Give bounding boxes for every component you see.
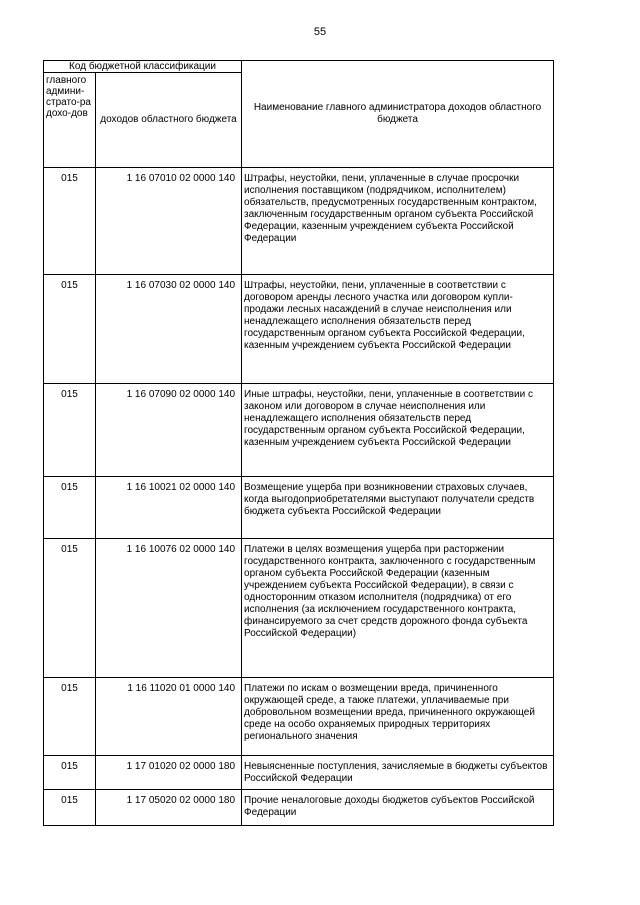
income-name-cell: Возмещение ущерба при возникновении страховых случаев, когда выгодоприобретателями выступают получатели средств бюджета субъекта Российской Федерации [242, 477, 554, 539]
budget-classification-table [43, 60, 554, 826]
budget-code-cell: 1 16 07090 02 0000 140 [96, 384, 242, 477]
header-row-group [44, 61, 554, 73]
budget-code-cell: 1 17 05020 02 0000 180 [96, 790, 242, 826]
budget-code-cell: 1 16 10076 02 0000 140 [96, 539, 242, 678]
header-administrator-name: Наименование главного администратора доходов областного бюджета [242, 61, 554, 168]
table-row [44, 678, 554, 756]
header-regional-budget-income: доходов областного бюджета [96, 73, 242, 168]
admin-code-cell: 015 [44, 275, 96, 384]
budget-code-cell: 1 17 01020 02 0000 180 [96, 756, 242, 790]
admin-code-cell: 015 [44, 384, 96, 477]
table-row [44, 790, 554, 826]
income-name-cell: Штрафы, неустойки, пени, уплаченные в соответствии с договором аренды лесного участка или договором купли-продажи лесных насаждений в случае неисполнения или ненадлежащего исполнения обязательств перед государственным органом субъекта Российской Федерации, казенным учреждением субъекта Российской Федерации [242, 275, 554, 384]
admin-code-cell: 015 [44, 790, 96, 826]
header-chief-administrator: главного админи-страто-ра дохо-дов [44, 73, 96, 168]
table-row [44, 168, 554, 275]
budget-code-cell: 1 16 07010 02 0000 140 [96, 168, 242, 275]
income-name-cell: Прочие неналоговые доходы бюджетов субъектов Российской Федерации [242, 790, 554, 826]
income-name-cell: Иные штрафы, неустойки, пени, уплаченные в соответствии с законом или договором в случае неисполнения или ненадлежащего исполнения обязательств перед государственным органом субъекта Российской Федерации, казенным учреждением субъекта Российской Федерации [242, 384, 554, 477]
admin-code-cell: 015 [44, 539, 96, 678]
table-row [44, 756, 554, 790]
page-number: 55 [313, 26, 327, 38]
table-row [44, 384, 554, 477]
admin-code-cell: 015 [44, 756, 96, 790]
income-name-cell: Невыясненные поступления, зачисляемые в бюджеты субъектов Российской Федерации [242, 756, 554, 790]
budget-code-cell: 1 16 10021 02 0000 140 [96, 477, 242, 539]
header-budget-code-group: Код бюджетной классификации [44, 61, 242, 73]
income-name-cell: Платежи в целях возмещения ущерба при расторжении государственного контракта, заключенного с государственным органом субъекта Российской Федерации (казенным учреждением субъекта Российской Федерации), в связи с односторонним отказом исполнителя (подрядчика) от его исполнения (за исключением государственного контракта, финансируемого за счет средств дорожного фонда субъекта Российской Федерации) [242, 539, 554, 678]
table-row [44, 275, 554, 384]
income-name-cell: Штрафы, неустойки, пени, уплаченные в случае просрочки исполнения поставщиком (подрядчиком, исполнителем) обязательств, предусмотренных государственным контрактом, заключенным государственным органом субъекта Российской Федерации, казенным учреждением субъекта Российской Федерации [242, 168, 554, 275]
admin-code-cell: 015 [44, 168, 96, 275]
budget-code-cell: 1 16 11020 01 0000 140 [96, 678, 242, 756]
admin-code-cell: 015 [44, 678, 96, 756]
table-row [44, 539, 554, 678]
budget-code-cell: 1 16 07030 02 0000 140 [96, 275, 242, 384]
admin-code-cell: 015 [44, 477, 96, 539]
income-name-cell: Платежи по искам о возмещении вреда, причиненного окружающей среде, а также платежи, уплачиваемые при добровольном возмещении вреда, причиненного окружающей среде на особо охраняемых природных территориях регионального значения [242, 678, 554, 756]
table-row [44, 477, 554, 539]
